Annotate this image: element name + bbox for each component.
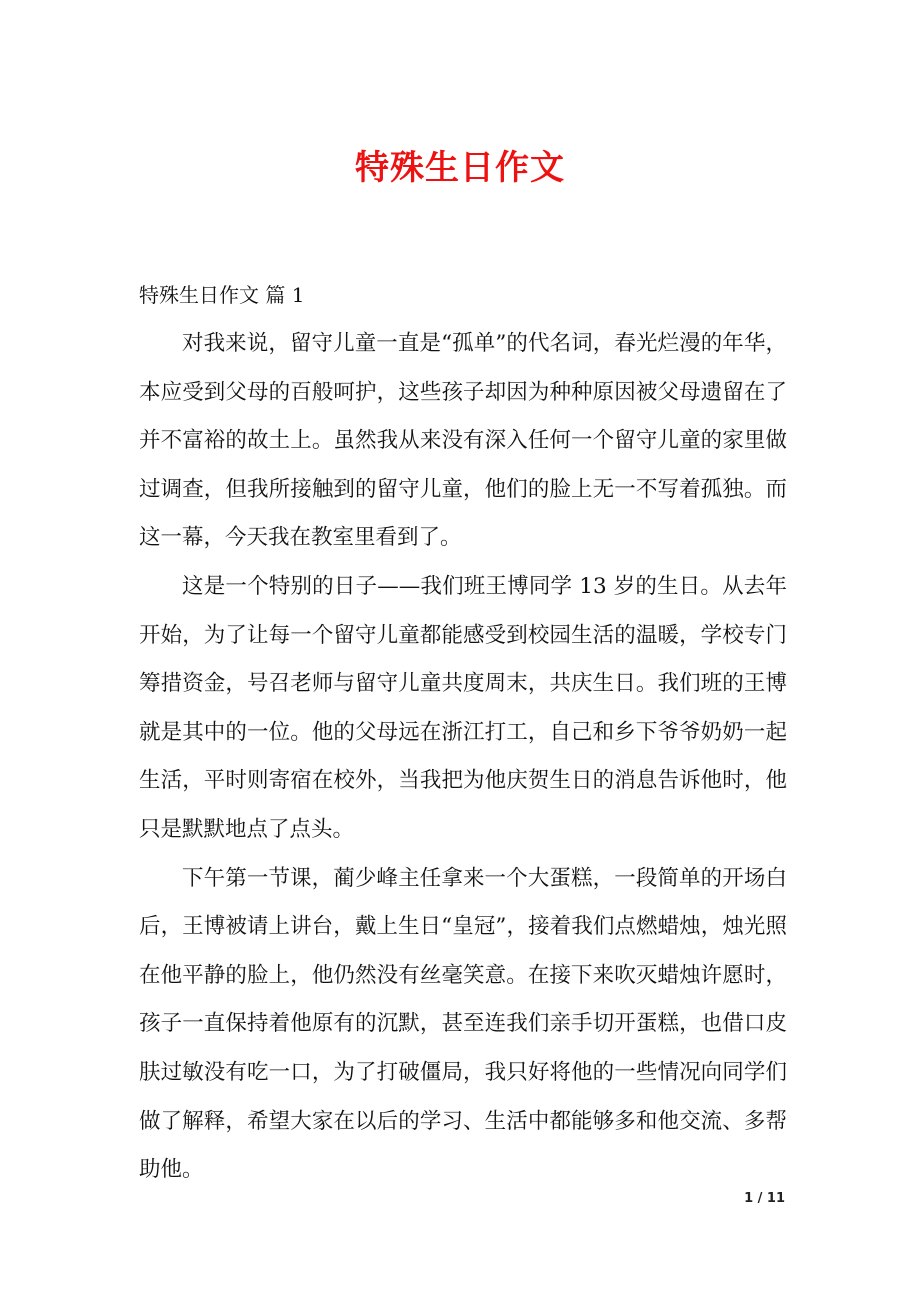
document-title: 特殊生日作文 <box>355 148 565 188</box>
paragraph-2: 这是一个特别的日子——我们班王博同学 13 岁的生日。从去年开始，为了让每一个留守儿童都能感受到校园生活的温暖，学校专门筹措资金，号召老师与留守儿童共度周末，共庆生日。我们班的王博就是其中的一位。他的父母远在浙江打工，自己和乡下爷爷奶奶一起生活，平时则寄宿在校外，当我把为他庆贺生日的消息告诉他时，他只是默默地点了点头。 <box>139 573 787 842</box>
paragraph-3: 下午第一节课，蔺少峰主任拿来一个大蛋糕，一段简单的开场白后，王博被请上讲台，戴上生日“皇冠”，接着我们点燃蜡烛，烛光照在他平静的脸上，他仍然没有丝毫笑意。在接下来吹灭蜡烛许愿时，孩子一直保持着他原有的沉默，甚至连我们亲手切开蛋糕，也借口皮肤过敏没有吃一口，为了打破僵局，我只好将他的一些情况向同学们做了解释，希望大家在以后的学习、生活中都能够多和他交流、多帮助他。 <box>139 865 787 1183</box>
section-heading: 特殊生日作文 篇 1 <box>139 283 305 307</box>
page-number: 1 / 11 <box>744 1191 785 1206</box>
document-body <box>139 320 787 1195</box>
paragraph-1: 对我来说，留守儿童一直是“孤单”的代名词，春光烂漫的年华，本应受到父母的百般呵护，这些孩子却因为种种原因被父母遗留在了并不富裕的故土上。虽然我从来没有深入任何一个留守儿童的家里做过调查，但我所接触到的留守儿童，他们的脸上无一不写着孤独。而这一幕，今天我在教室里看到了。 <box>139 331 787 551</box>
